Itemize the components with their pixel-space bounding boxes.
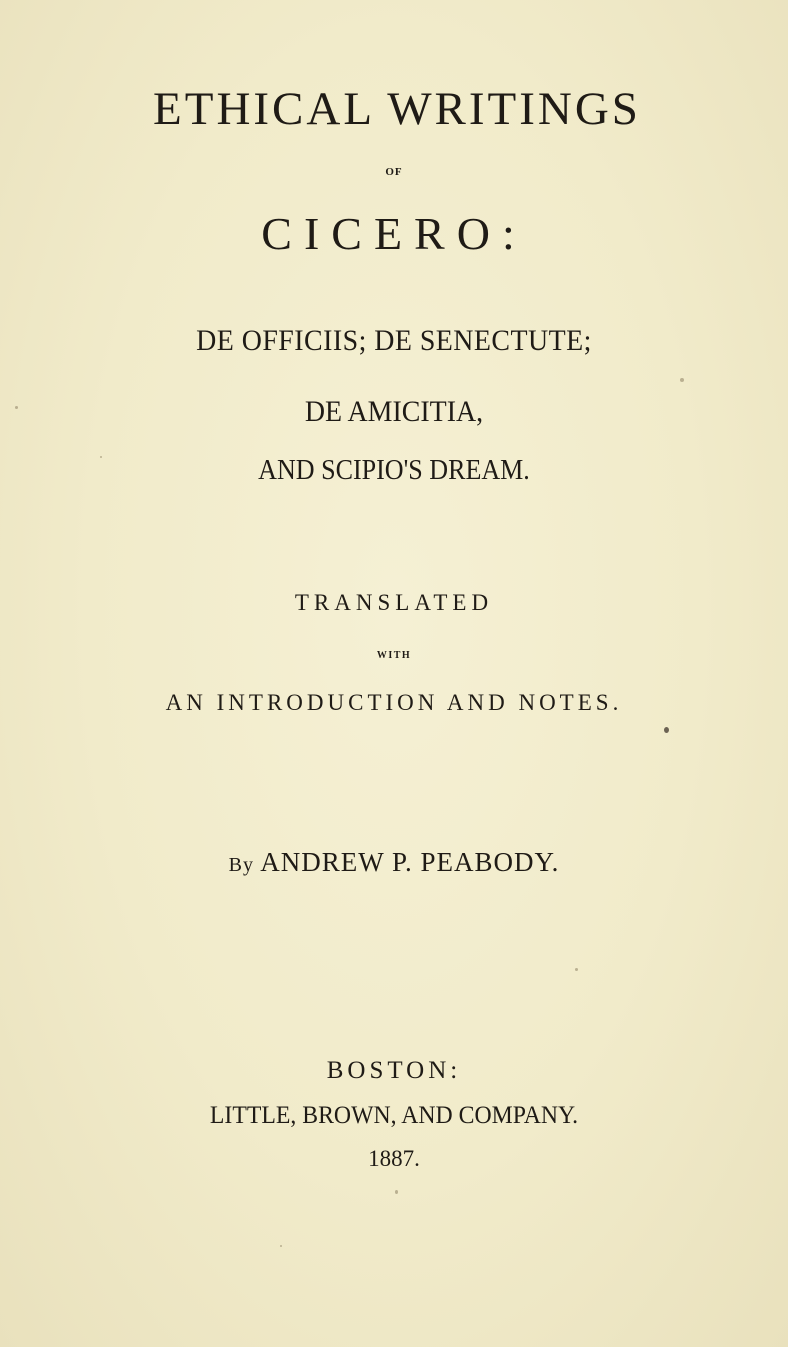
works-line-2: DE AMICITIA, (304, 395, 484, 428)
translator-byline (0, 849, 788, 876)
publisher-name: LITTLE, BROWN, AND COMPANY. (209, 1102, 579, 1129)
book-title: ETHICAL WRITINGS (153, 83, 641, 135)
paper-speck (100, 456, 102, 458)
paper-speck (280, 1245, 282, 1247)
publication-city: BOSTON: (326, 1057, 462, 1084)
paper-speck (664, 727, 669, 733)
by-prefix: By (228, 854, 254, 876)
works-line-3: AND SCIPIO'S DREAM. (258, 455, 530, 486)
introduction-line: AN INTRODUCTION AND NOTES. (165, 690, 623, 715)
paper-speck (395, 1190, 398, 1194)
paper-speck (15, 406, 18, 409)
works-line-1: DE OFFICIIS; DE SENECTUTE; (196, 324, 592, 357)
author-name: CICERO: (261, 208, 527, 259)
of-connector: OF (385, 166, 403, 178)
publication-year: 1887. (368, 1146, 420, 1171)
with-connector: WITH (376, 650, 412, 661)
translated-label: TRANSLATED (294, 590, 494, 615)
translator-name: ANDREW P. PEABODY. (260, 847, 560, 877)
paper-speck (575, 968, 578, 971)
paper-speck (680, 378, 684, 382)
